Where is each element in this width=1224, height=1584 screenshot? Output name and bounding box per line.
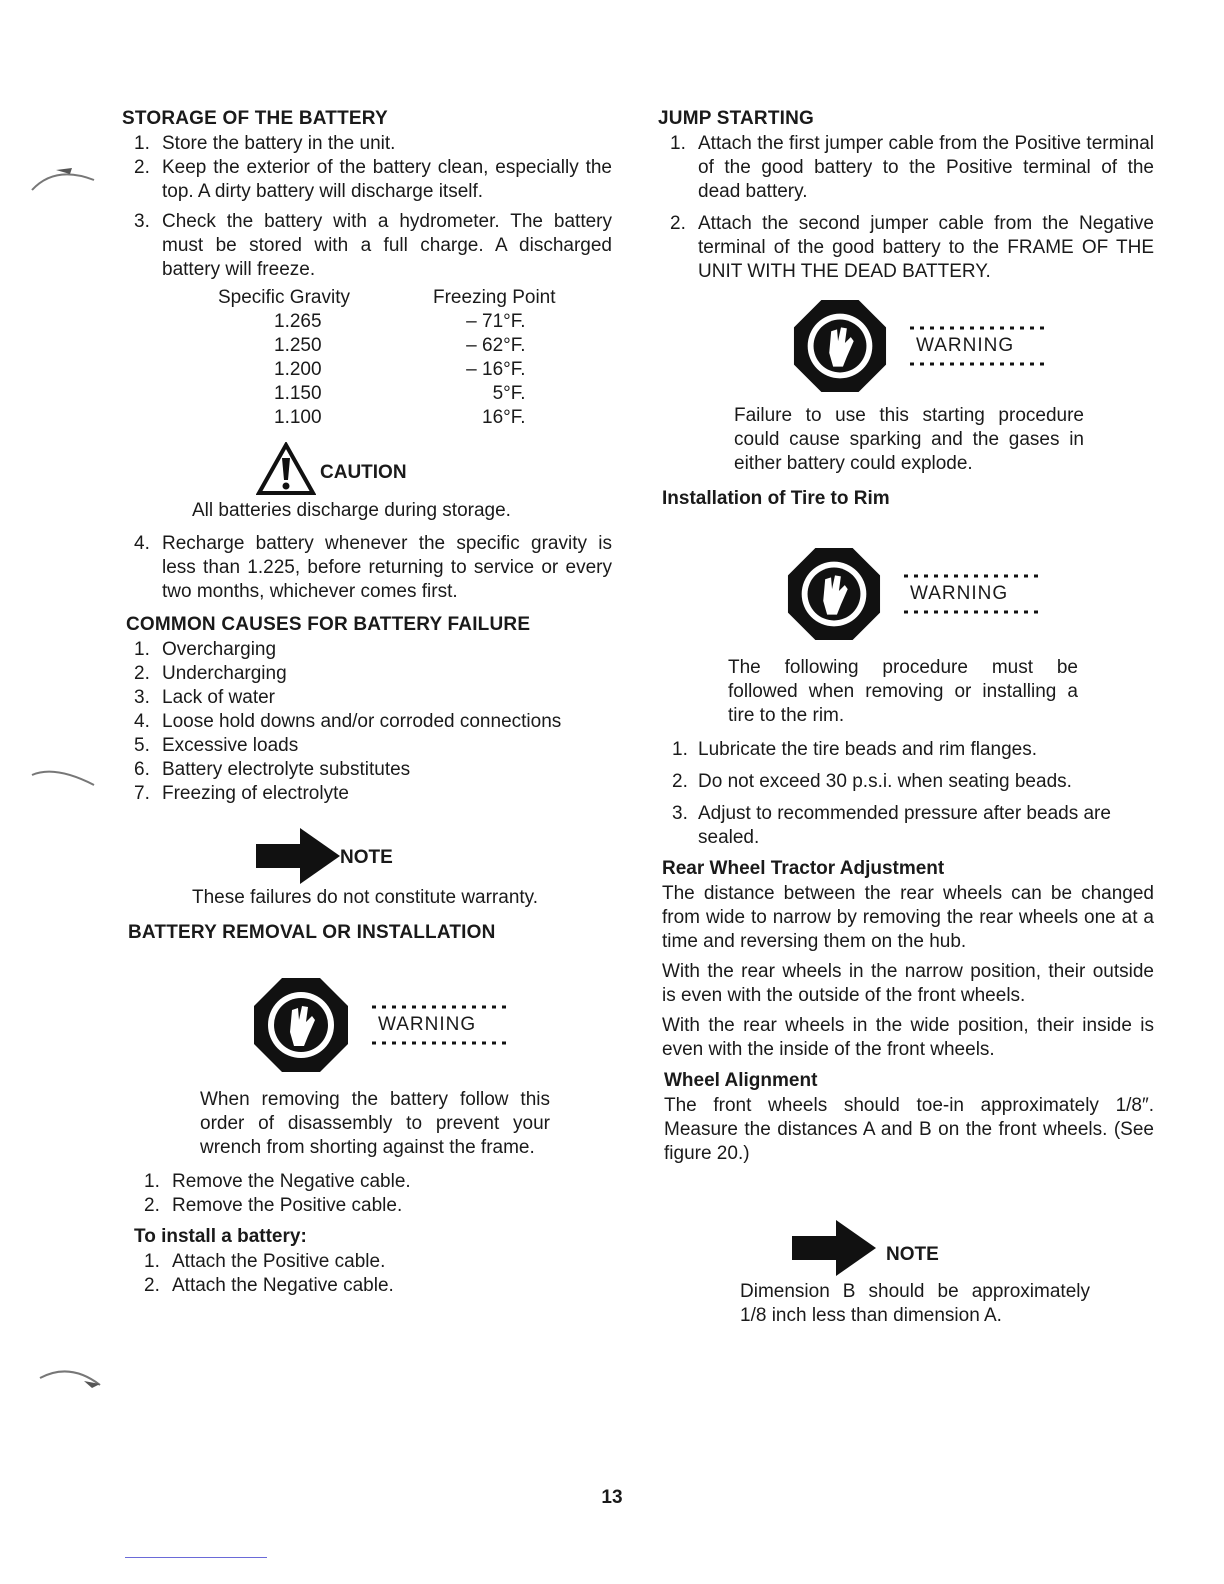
- note-label: NOTE: [340, 847, 393, 868]
- list-item: 1. Lubricate the tire beads and rim flanges.: [672, 739, 1038, 760]
- align-heading: Wheel Alignment: [664, 1070, 818, 1091]
- storage-list: [122, 132, 612, 282]
- table-row: 1.100 16°F.: [274, 407, 526, 428]
- warning-badge: [252, 976, 612, 1074]
- list-item: 2. Attach the Negative cable.: [144, 1275, 394, 1296]
- list-item: 1. Overcharging: [134, 639, 277, 660]
- storage-list-continued: [122, 532, 612, 604]
- stop-hand-icon: [252, 976, 350, 1074]
- dot-border-icon: [372, 1004, 512, 1010]
- table-row: 1.265 – 71°F.: [274, 311, 526, 332]
- list-item: 7. Freezing of electrolyte: [134, 783, 349, 804]
- dot-border-icon: [904, 573, 1044, 579]
- warning-label-box: [360, 1008, 494, 1042]
- list-item: 1. Remove the Negative cable.: [144, 1171, 411, 1192]
- jump-heading: JUMP STARTING: [658, 108, 815, 129]
- rear-heading: Rear Wheel Tractor Adjustment: [662, 858, 945, 879]
- dot-border-icon: [910, 325, 1050, 331]
- note-label: NOTE: [886, 1244, 939, 1265]
- list-item: 4. Recharge battery whenever the specific gravity is less than 1.225, before returning to service or every two months, whichever comes first.: [134, 533, 612, 602]
- table-row: 1.250 – 62°F.: [274, 335, 526, 356]
- warning-label: WARNING: [378, 1014, 477, 1035]
- list-item: 1. Attach the first jumper cable from the Positive terminal of the good battery to the Positive terminal of the dead battery.: [670, 133, 1154, 202]
- caution-label: CAUTION: [320, 462, 407, 483]
- arrow-right-icon: [792, 1220, 876, 1276]
- margin-marks: [0, 0, 120, 1400]
- causes-list: [122, 638, 612, 806]
- warning-text: When removing the battery follow this order of disassembly to prevent your wrench from shorting against the frame.: [200, 1089, 550, 1158]
- warning-label-box: [892, 577, 1026, 611]
- warning-label: WARNING: [916, 335, 1015, 356]
- list-item: 2. Undercharging: [134, 663, 287, 684]
- caution-triangle-icon: [256, 442, 316, 496]
- align-paragraph: The front wheels should toe-in approximately 1/8″. Measure the distances A and B on the front wheels. (See figure 20.): [664, 1095, 1154, 1164]
- list-item: 3. Lack of water: [134, 687, 275, 708]
- dot-border-icon: [372, 1040, 512, 1046]
- rear-paragraph: With the rear wheels in the narrow position, their outside is even with the outside of the front wheels.: [662, 961, 1154, 1006]
- install-heading: To install a battery:: [134, 1226, 307, 1247]
- warning-badge: [786, 546, 1154, 642]
- right-column: [658, 106, 1154, 1328]
- warning-text: The following procedure must be followed when removing or installing a tire to the rim.: [728, 657, 1078, 726]
- storage-heading: STORAGE OF THE BATTERY: [122, 108, 388, 129]
- tire-heading: Installation of Tire to Rim: [662, 488, 890, 509]
- caution-text: All batteries discharge during storage.: [192, 500, 511, 521]
- rear-paragraph: With the rear wheels in the wide position, their inside is even with the inside of the front wheels.: [662, 1015, 1154, 1060]
- list-item: 6. Battery electrolyte substitutes: [134, 759, 411, 780]
- table-row: 1.150 5°F.: [274, 383, 526, 404]
- jump-list: [658, 132, 1154, 284]
- note-text: Dimension B should be approximately 1/8 inch less than dimension A.: [740, 1281, 1090, 1326]
- left-column: [122, 106, 612, 1298]
- warning-label-box: [898, 329, 1032, 363]
- note-badge: [792, 1220, 1154, 1276]
- warning-label: WARNING: [910, 583, 1009, 604]
- footer-rule: [125, 1557, 267, 1558]
- dot-border-icon: [910, 361, 1050, 367]
- caution-badge: [256, 442, 612, 496]
- page-number: 13: [601, 1487, 623, 1508]
- warning-badge: [792, 298, 1154, 394]
- list-item: 2. Remove the Positive cable.: [144, 1195, 403, 1216]
- warning-text: Failure to use this starting procedure could cause sparking and the gases in either battery could explode.: [734, 405, 1084, 474]
- removal-heading: BATTERY REMOVAL OR INSTALLATION: [128, 922, 496, 943]
- rear-paragraph: The distance between the rear wheels can be changed from wide to narrow by removing the rear wheels one at a time and reversing them on the hub.: [662, 883, 1154, 952]
- freezing-point-table: [218, 286, 556, 430]
- remove-list: [122, 1170, 612, 1218]
- list-item: 1. Store the battery in the unit.: [134, 133, 396, 154]
- arrow-right-icon: [256, 828, 340, 884]
- list-item: 2. Do not exceed 30 p.s.i. when seating beads.: [672, 771, 1072, 792]
- list-item: 2. Keep the exterior of the battery clean, especially the top. A dirty battery will discharge itself.: [134, 157, 612, 202]
- table-header-specific-gravity: Specific Gravity: [218, 287, 350, 308]
- causes-heading: COMMON CAUSES FOR BATTERY FAILURE: [126, 614, 531, 635]
- dot-border-icon: [904, 609, 1044, 615]
- tire-list: [658, 738, 1154, 850]
- stop-hand-icon: [792, 298, 888, 394]
- stop-hand-icon: [786, 546, 882, 642]
- list-item: 3. Check the battery with a hydrometer. The battery must be stored with a full charge. A discharged battery will freeze.: [134, 211, 612, 280]
- list-item: 3. Adjust to recommended pressure after beads are sealed.: [672, 803, 1111, 848]
- note-badge: [256, 828, 612, 884]
- note-text: These failures do not constitute warranty.: [192, 887, 539, 908]
- install-list: [122, 1250, 612, 1298]
- table-row: 1.200 – 16°F.: [274, 359, 526, 380]
- list-item: 5. Excessive loads: [134, 735, 299, 756]
- table-header-freezing-point: Freezing Point: [433, 287, 556, 308]
- list-item: 4. Loose hold downs and/or corroded connections: [134, 711, 562, 732]
- list-item: 1. Attach the Positive cable.: [144, 1251, 386, 1272]
- list-item: 2. Attach the second jumper cable from the Negative terminal of the good battery to the FRAME OF THE UNIT WITH THE DEAD BATTERY.: [670, 213, 1154, 282]
